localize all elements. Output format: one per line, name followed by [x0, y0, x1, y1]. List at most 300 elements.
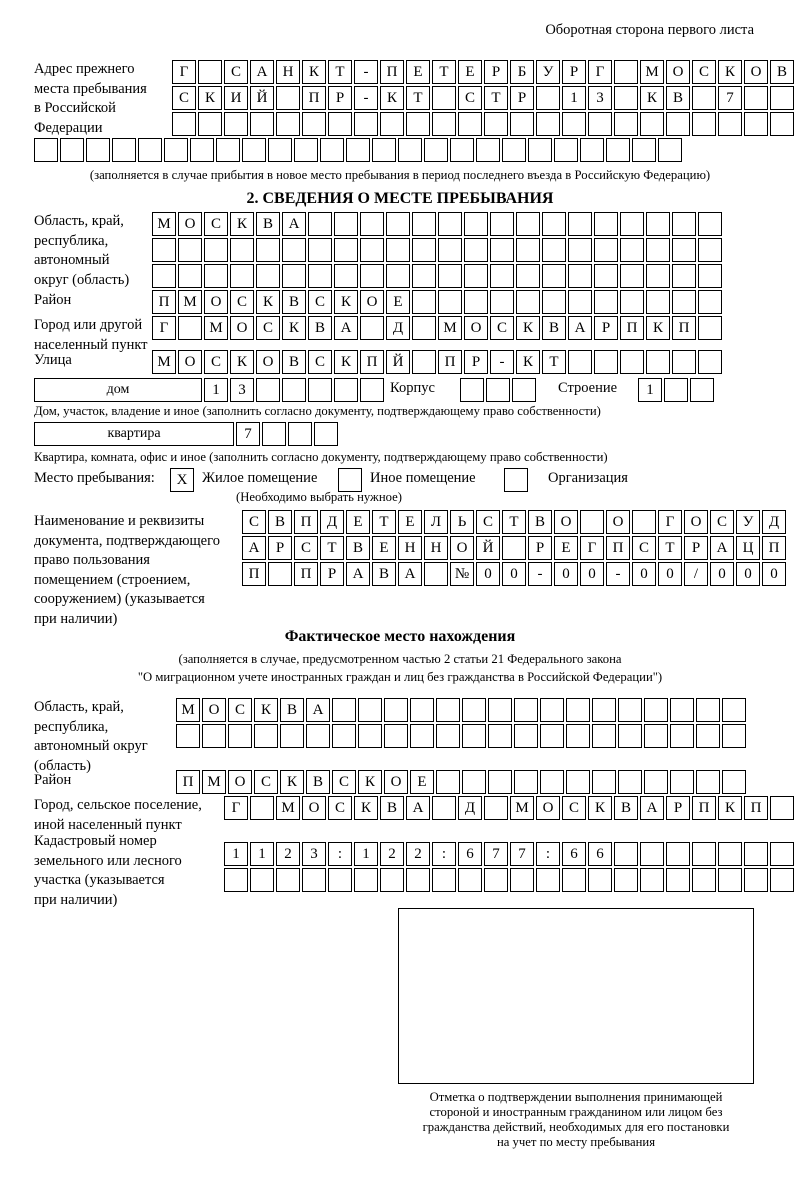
- cadastral-cell[interactable]: [406, 868, 430, 892]
- prev-address-cell[interactable]: Т: [406, 86, 430, 110]
- document-cell[interactable]: В: [346, 536, 370, 560]
- prev-address-cell[interactable]: [86, 138, 110, 162]
- actual-district-cell[interactable]: [592, 770, 616, 794]
- region-cell[interactable]: [646, 212, 670, 236]
- actual-district-cell[interactable]: [488, 770, 512, 794]
- region-cell[interactable]: [698, 212, 722, 236]
- document-cell[interactable]: 0: [658, 562, 682, 586]
- cadastral-cell[interactable]: [250, 868, 274, 892]
- cadastral-cell[interactable]: :: [536, 842, 560, 866]
- street-cell[interactable]: [412, 350, 436, 374]
- region-cell[interactable]: [490, 264, 514, 288]
- cadastral-cell[interactable]: 2: [276, 842, 300, 866]
- korpus-cell[interactable]: [460, 378, 484, 402]
- actual-city-cell[interactable]: П: [692, 796, 716, 820]
- city-cell[interactable]: Д: [386, 316, 410, 340]
- street-cell[interactable]: О: [178, 350, 202, 374]
- actual-region-cell[interactable]: [254, 724, 278, 748]
- prev-address-cell[interactable]: -: [354, 60, 378, 84]
- prev-address-cell[interactable]: 3: [588, 86, 612, 110]
- region-cell[interactable]: [672, 264, 696, 288]
- actual-city-cell[interactable]: [432, 796, 456, 820]
- actual-city-cell[interactable]: М: [510, 796, 534, 820]
- city-cell[interactable]: М: [438, 316, 462, 340]
- prev-address-cell[interactable]: [190, 138, 214, 162]
- prev-address-cell[interactable]: [614, 60, 638, 84]
- document-cell[interactable]: О: [606, 510, 630, 534]
- stroenie-cell[interactable]: [664, 378, 688, 402]
- region-cell[interactable]: [412, 238, 436, 262]
- actual-region-cell[interactable]: [384, 698, 408, 722]
- district-cell[interactable]: Е: [386, 290, 410, 314]
- cadastral-cell[interactable]: [614, 842, 638, 866]
- city-cell[interactable]: А: [334, 316, 358, 340]
- prev-address-cell[interactable]: Е: [458, 60, 482, 84]
- region-cell[interactable]: [620, 212, 644, 236]
- actual-region-cell[interactable]: [592, 724, 616, 748]
- prev-address-cell[interactable]: [372, 138, 396, 162]
- prev-address-cell[interactable]: М: [640, 60, 664, 84]
- prev-address-cell[interactable]: [770, 86, 794, 110]
- prev-address-cell[interactable]: [562, 112, 586, 136]
- actual-region-cell[interactable]: [410, 698, 434, 722]
- street-cell[interactable]: [672, 350, 696, 374]
- region-cell[interactable]: [204, 238, 228, 262]
- actual-region-cell[interactable]: [540, 698, 564, 722]
- district-cell[interactable]: П: [152, 290, 176, 314]
- document-cell[interactable]: У: [736, 510, 760, 534]
- document-cell[interactable]: С: [476, 510, 500, 534]
- korpus-cell[interactable]: [512, 378, 536, 402]
- actual-region-cell[interactable]: [618, 698, 642, 722]
- document-cell[interactable]: /: [684, 562, 708, 586]
- region-cell[interactable]: [542, 238, 566, 262]
- prev-address-cell[interactable]: В: [666, 86, 690, 110]
- actual-district-cell[interactable]: С: [332, 770, 356, 794]
- actual-city-cell[interactable]: К: [588, 796, 612, 820]
- district-cell[interactable]: М: [178, 290, 202, 314]
- place-type-checkbox-residential[interactable]: X: [170, 468, 194, 492]
- prev-address-cell[interactable]: [216, 138, 240, 162]
- prev-address-cell[interactable]: Т: [328, 60, 352, 84]
- prev-address-cell[interactable]: [346, 138, 370, 162]
- actual-region-cell[interactable]: [696, 724, 720, 748]
- actual-region-cell[interactable]: А: [306, 698, 330, 722]
- document-cell[interactable]: О: [450, 536, 474, 560]
- cadastral-cell[interactable]: [692, 842, 716, 866]
- document-cell[interactable]: Й: [476, 536, 500, 560]
- prev-address-cell[interactable]: К: [380, 86, 404, 110]
- actual-district-cell[interactable]: [540, 770, 564, 794]
- city-cell[interactable]: М: [204, 316, 228, 340]
- document-cell[interactable]: В: [268, 510, 292, 534]
- street-cell[interactable]: [594, 350, 618, 374]
- region-cell[interactable]: М: [152, 212, 176, 236]
- document-cell[interactable]: П: [294, 510, 318, 534]
- prev-address-cell[interactable]: П: [302, 86, 326, 110]
- actual-city-cell[interactable]: С: [562, 796, 586, 820]
- city-cell[interactable]: О: [464, 316, 488, 340]
- actual-city-cell[interactable]: О: [536, 796, 560, 820]
- region-cell[interactable]: [516, 264, 540, 288]
- actual-region-cell[interactable]: [436, 724, 460, 748]
- region-cell[interactable]: [412, 264, 436, 288]
- actual-region-cell[interactable]: [332, 724, 356, 748]
- document-cell[interactable]: Т: [372, 510, 396, 534]
- prev-address-cell[interactable]: Е: [406, 60, 430, 84]
- prev-address-cell[interactable]: [224, 112, 248, 136]
- cadastral-cell[interactable]: [692, 868, 716, 892]
- cadastral-cell[interactable]: 1: [250, 842, 274, 866]
- prev-address-cell[interactable]: [432, 86, 456, 110]
- region-cell[interactable]: [594, 212, 618, 236]
- document-cell[interactable]: В: [528, 510, 552, 534]
- actual-city-cell[interactable]: [770, 796, 794, 820]
- street-cell[interactable]: К: [516, 350, 540, 374]
- document-cell[interactable]: Н: [398, 536, 422, 560]
- document-cell[interactable]: Р: [528, 536, 552, 560]
- prev-address-cell[interactable]: [536, 112, 560, 136]
- cadastral-cell[interactable]: 7: [484, 842, 508, 866]
- district-cell[interactable]: К: [334, 290, 358, 314]
- prev-address-cell[interactable]: [328, 112, 352, 136]
- prev-address-cell[interactable]: [354, 112, 378, 136]
- prev-address-cell[interactable]: [658, 138, 682, 162]
- actual-region-cell[interactable]: М: [176, 698, 200, 722]
- prev-address-cell[interactable]: [744, 112, 768, 136]
- region-cell[interactable]: [360, 264, 384, 288]
- prev-address-cell[interactable]: [502, 138, 526, 162]
- actual-city-cell[interactable]: [250, 796, 274, 820]
- document-cell[interactable]: Р: [684, 536, 708, 560]
- street-cell[interactable]: П: [438, 350, 462, 374]
- document-cell[interactable]: Д: [320, 510, 344, 534]
- district-cell[interactable]: [594, 290, 618, 314]
- actual-region-cell[interactable]: [540, 724, 564, 748]
- prev-address-cell[interactable]: Б: [510, 60, 534, 84]
- actual-city-cell[interactable]: О: [302, 796, 326, 820]
- prev-address-cell[interactable]: [112, 138, 136, 162]
- cadastral-cell[interactable]: 6: [458, 842, 482, 866]
- cadastral-cell[interactable]: [224, 868, 248, 892]
- actual-region-cell[interactable]: [722, 698, 746, 722]
- actual-region-cell[interactable]: [566, 698, 590, 722]
- actual-region-cell[interactable]: [696, 698, 720, 722]
- actual-city-cell[interactable]: Д: [458, 796, 482, 820]
- region-cell[interactable]: [178, 264, 202, 288]
- actual-city-cell[interactable]: Р: [666, 796, 690, 820]
- region-cell[interactable]: [646, 238, 670, 262]
- actual-region-cell[interactable]: [488, 724, 512, 748]
- prev-address-cell[interactable]: [484, 112, 508, 136]
- document-cell[interactable]: 0: [736, 562, 760, 586]
- document-cell[interactable]: Ь: [450, 510, 474, 534]
- document-cell[interactable]: А: [710, 536, 734, 560]
- actual-city-cell[interactable]: М: [276, 796, 300, 820]
- actual-region-cell[interactable]: [670, 698, 694, 722]
- region-cell[interactable]: [594, 264, 618, 288]
- region-cell[interactable]: [568, 212, 592, 236]
- city-cell[interactable]: С: [256, 316, 280, 340]
- actual-city-cell[interactable]: [484, 796, 508, 820]
- cadastral-cell[interactable]: [718, 842, 742, 866]
- cadastral-cell[interactable]: [458, 868, 482, 892]
- district-cell[interactable]: О: [204, 290, 228, 314]
- prev-address-cell[interactable]: [614, 86, 638, 110]
- street-cell[interactable]: В: [282, 350, 306, 374]
- region-cell[interactable]: [594, 238, 618, 262]
- actual-district-cell[interactable]: [670, 770, 694, 794]
- actual-district-cell[interactable]: [618, 770, 642, 794]
- prev-address-cell[interactable]: [380, 112, 404, 136]
- document-cell[interactable]: Е: [346, 510, 370, 534]
- document-cell[interactable]: [502, 536, 526, 560]
- region-cell[interactable]: [386, 212, 410, 236]
- region-cell[interactable]: [646, 264, 670, 288]
- region-cell[interactable]: [386, 264, 410, 288]
- prev-address-cell[interactable]: О: [666, 60, 690, 84]
- prev-address-cell[interactable]: [588, 112, 612, 136]
- actual-district-cell[interactable]: [436, 770, 460, 794]
- cadastral-cell[interactable]: [484, 868, 508, 892]
- prev-address-cell[interactable]: У: [536, 60, 560, 84]
- prev-address-cell[interactable]: Р: [328, 86, 352, 110]
- district-cell[interactable]: К: [256, 290, 280, 314]
- stroenie-cell[interactable]: 1: [638, 378, 662, 402]
- street-cell[interactable]: К: [230, 350, 254, 374]
- region-cell[interactable]: [672, 212, 696, 236]
- prev-address-cell[interactable]: [320, 138, 344, 162]
- city-cell[interactable]: Г: [152, 316, 176, 340]
- region-cell[interactable]: [568, 238, 592, 262]
- region-cell[interactable]: А: [282, 212, 306, 236]
- city-cell[interactable]: [698, 316, 722, 340]
- house-cell[interactable]: [360, 378, 384, 402]
- actual-region-cell[interactable]: [722, 724, 746, 748]
- prev-address-cell[interactable]: [138, 138, 162, 162]
- region-cell[interactable]: [490, 212, 514, 236]
- region-cell[interactable]: [256, 238, 280, 262]
- cadastral-cell[interactable]: 1: [224, 842, 248, 866]
- prev-address-cell[interactable]: 1: [562, 86, 586, 110]
- document-cell[interactable]: 0: [554, 562, 578, 586]
- document-cell[interactable]: Н: [424, 536, 448, 560]
- document-cell[interactable]: П: [294, 562, 318, 586]
- region-cell[interactable]: О: [178, 212, 202, 236]
- cadastral-cell[interactable]: [510, 868, 534, 892]
- house-cell[interactable]: 1: [204, 378, 228, 402]
- document-cell[interactable]: С: [710, 510, 734, 534]
- prev-address-cell[interactable]: [476, 138, 500, 162]
- district-cell[interactable]: [490, 290, 514, 314]
- prev-address-cell[interactable]: [294, 138, 318, 162]
- document-cell[interactable]: [268, 562, 292, 586]
- cadastral-cell[interactable]: [432, 868, 456, 892]
- cadastral-cell[interactable]: [744, 842, 768, 866]
- actual-region-cell[interactable]: [306, 724, 330, 748]
- city-cell[interactable]: [178, 316, 202, 340]
- prev-address-cell[interactable]: [424, 138, 448, 162]
- district-cell[interactable]: С: [308, 290, 332, 314]
- city-cell[interactable]: П: [672, 316, 696, 340]
- region-cell[interactable]: [568, 264, 592, 288]
- region-cell[interactable]: [464, 212, 488, 236]
- cadastral-cell[interactable]: [614, 868, 638, 892]
- region-cell[interactable]: [282, 264, 306, 288]
- prev-address-cell[interactable]: [536, 86, 560, 110]
- city-cell[interactable]: О: [230, 316, 254, 340]
- district-cell[interactable]: [438, 290, 462, 314]
- prev-address-cell[interactable]: [34, 138, 58, 162]
- district-cell[interactable]: [646, 290, 670, 314]
- prev-address-cell[interactable]: [406, 112, 430, 136]
- region-cell[interactable]: [516, 238, 540, 262]
- cadastral-cell[interactable]: [770, 868, 794, 892]
- document-cell[interactable]: Г: [580, 536, 604, 560]
- street-cell[interactable]: -: [490, 350, 514, 374]
- actual-city-cell[interactable]: А: [406, 796, 430, 820]
- place-type-checkbox-organization[interactable]: [504, 468, 528, 492]
- prev-address-cell[interactable]: К: [302, 60, 326, 84]
- document-cell[interactable]: А: [346, 562, 370, 586]
- actual-district-cell[interactable]: К: [280, 770, 304, 794]
- document-cell[interactable]: Р: [268, 536, 292, 560]
- actual-region-cell[interactable]: [280, 724, 304, 748]
- city-cell[interactable]: К: [282, 316, 306, 340]
- cadastral-cell[interactable]: [562, 868, 586, 892]
- region-cell[interactable]: [308, 212, 332, 236]
- actual-district-cell[interactable]: К: [358, 770, 382, 794]
- city-cell[interactable]: К: [516, 316, 540, 340]
- actual-city-cell[interactable]: К: [354, 796, 378, 820]
- document-cell[interactable]: 0: [632, 562, 656, 586]
- cadastral-cell[interactable]: [354, 868, 378, 892]
- actual-region-cell[interactable]: [670, 724, 694, 748]
- district-cell[interactable]: [516, 290, 540, 314]
- house-cell[interactable]: 3: [230, 378, 254, 402]
- document-cell[interactable]: П: [762, 536, 786, 560]
- actual-city-cell[interactable]: В: [380, 796, 404, 820]
- flat-cell[interactable]: [288, 422, 312, 446]
- actual-region-cell[interactable]: [410, 724, 434, 748]
- prev-address-cell[interactable]: Й: [250, 86, 274, 110]
- actual-region-cell[interactable]: [358, 724, 382, 748]
- actual-region-cell[interactable]: [488, 698, 512, 722]
- region-cell[interactable]: [230, 238, 254, 262]
- actual-district-cell[interactable]: [514, 770, 538, 794]
- prev-address-cell[interactable]: И: [224, 86, 248, 110]
- prev-address-cell[interactable]: [60, 138, 84, 162]
- document-cell[interactable]: Е: [554, 536, 578, 560]
- prev-address-cell[interactable]: С: [172, 86, 196, 110]
- prev-address-cell[interactable]: [242, 138, 266, 162]
- district-cell[interactable]: [698, 290, 722, 314]
- actual-region-cell[interactable]: [592, 698, 616, 722]
- region-cell[interactable]: [412, 212, 436, 236]
- city-cell[interactable]: В: [542, 316, 566, 340]
- prev-address-cell[interactable]: [458, 112, 482, 136]
- cadastral-cell[interactable]: 6: [562, 842, 586, 866]
- region-cell[interactable]: В: [256, 212, 280, 236]
- cadastral-cell[interactable]: [666, 868, 690, 892]
- prev-address-cell[interactable]: [432, 112, 456, 136]
- region-cell[interactable]: [620, 238, 644, 262]
- region-cell[interactable]: [438, 264, 462, 288]
- actual-region-cell[interactable]: [228, 724, 252, 748]
- document-cell[interactable]: Д: [762, 510, 786, 534]
- cadastral-cell[interactable]: 6: [588, 842, 612, 866]
- city-cell[interactable]: К: [646, 316, 670, 340]
- actual-region-cell[interactable]: [436, 698, 460, 722]
- prev-address-cell[interactable]: [614, 112, 638, 136]
- document-cell[interactable]: В: [372, 562, 396, 586]
- document-cell[interactable]: -: [606, 562, 630, 586]
- city-cell[interactable]: А: [568, 316, 592, 340]
- prev-address-cell[interactable]: Г: [172, 60, 196, 84]
- prev-address-cell[interactable]: О: [744, 60, 768, 84]
- house-cell[interactable]: [334, 378, 358, 402]
- prev-address-cell[interactable]: [198, 60, 222, 84]
- actual-city-cell[interactable]: С: [328, 796, 352, 820]
- district-cell[interactable]: [542, 290, 566, 314]
- region-cell[interactable]: [542, 212, 566, 236]
- prev-address-cell[interactable]: [450, 138, 474, 162]
- document-cell[interactable]: №: [450, 562, 474, 586]
- prev-address-cell[interactable]: С: [458, 86, 482, 110]
- document-cell[interactable]: А: [398, 562, 422, 586]
- region-cell[interactable]: [204, 264, 228, 288]
- prev-address-cell[interactable]: А: [250, 60, 274, 84]
- actual-district-cell[interactable]: [566, 770, 590, 794]
- stroenie-cell[interactable]: [690, 378, 714, 402]
- actual-region-cell[interactable]: К: [254, 698, 278, 722]
- prev-address-cell[interactable]: [554, 138, 578, 162]
- street-cell[interactable]: [646, 350, 670, 374]
- prev-address-cell[interactable]: В: [770, 60, 794, 84]
- cadastral-cell[interactable]: [276, 868, 300, 892]
- actual-district-cell[interactable]: [722, 770, 746, 794]
- region-cell[interactable]: [256, 264, 280, 288]
- actual-city-cell[interactable]: К: [718, 796, 742, 820]
- actual-district-cell[interactable]: Е: [410, 770, 434, 794]
- actual-district-cell[interactable]: С: [254, 770, 278, 794]
- actual-region-cell[interactable]: [332, 698, 356, 722]
- actual-region-cell[interactable]: [202, 724, 226, 748]
- street-cell[interactable]: С: [308, 350, 332, 374]
- prev-address-cell[interactable]: [172, 112, 196, 136]
- prev-address-cell[interactable]: Р: [510, 86, 534, 110]
- cadastral-cell[interactable]: :: [328, 842, 352, 866]
- region-cell[interactable]: [308, 238, 332, 262]
- region-cell[interactable]: [542, 264, 566, 288]
- actual-district-cell[interactable]: [696, 770, 720, 794]
- cadastral-cell[interactable]: [536, 868, 560, 892]
- district-cell[interactable]: [412, 290, 436, 314]
- region-cell[interactable]: [334, 238, 358, 262]
- actual-region-cell[interactable]: [566, 724, 590, 748]
- prev-address-cell[interactable]: [276, 112, 300, 136]
- prev-address-cell[interactable]: Н: [276, 60, 300, 84]
- cadastral-cell[interactable]: 3: [302, 842, 326, 866]
- prev-address-cell[interactable]: С: [692, 60, 716, 84]
- prev-address-cell[interactable]: Р: [562, 60, 586, 84]
- prev-address-cell[interactable]: [250, 112, 274, 136]
- cadastral-cell[interactable]: [380, 868, 404, 892]
- cadastral-cell[interactable]: 2: [406, 842, 430, 866]
- street-cell[interactable]: Т: [542, 350, 566, 374]
- cadastral-cell[interactable]: [718, 868, 742, 892]
- actual-region-cell[interactable]: [358, 698, 382, 722]
